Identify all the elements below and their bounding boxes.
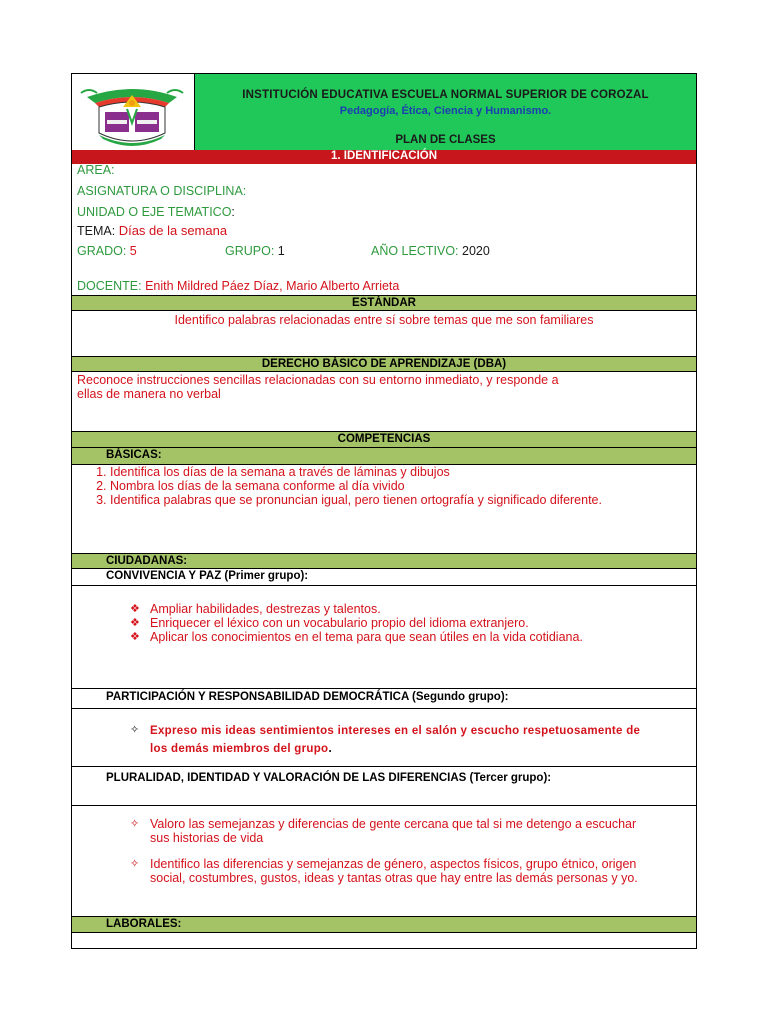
divider xyxy=(72,766,696,767)
basicas-header: BÁSICAS: xyxy=(72,447,696,465)
pluralidad-list xyxy=(125,817,641,885)
section-competencias-header: COMPETENCIAS xyxy=(72,431,696,448)
unidad-label: UNIDAD O EJE TEMATICO xyxy=(77,205,232,219)
estandar-text: Identifico palabras relacionadas entre sí sobre temas que me son familiares xyxy=(174,313,594,327)
participacion-header: PARTICIPACIÓN Y RESPONSABILIDAD DEMOCRÁTICA (Segundo grupo): xyxy=(106,691,509,703)
dba-line-1: Reconoce instrucciones sencillas relacionadas con su entorno inmediato, y responde a xyxy=(77,373,559,387)
convivencia-list xyxy=(125,602,676,644)
institution-motto: Pedagogía, Ética, Ciencia y Humanismo. xyxy=(339,105,552,117)
basicas-list xyxy=(72,465,688,507)
header-banner xyxy=(195,74,696,150)
grado-value: 5 xyxy=(129,244,137,258)
docente-label: DOCENTE: xyxy=(77,279,142,293)
tema-label: TEMA: xyxy=(77,224,116,238)
convivencia-header: CONVIVENCIA Y PAZ (Primer grupo): xyxy=(106,570,309,582)
unidad-colon: : xyxy=(231,205,235,219)
unidad-row xyxy=(77,205,235,219)
institution-name: INSTITUCIÓN EDUCATIVA ESCUELA NORMAL SUPERIOR DE COROZAL xyxy=(242,89,649,101)
basicas-item-1: 1. Identifica los días de la semana a través de láminas y dibujos xyxy=(110,465,688,479)
pluralidad-item-1: ✧ Valoro las semejanzas y diferencias de gente cercana que tal si me detengo a escuchar sus historias de vida xyxy=(130,817,637,845)
section-identificacion-header: 1. IDENTIFICACIÓN xyxy=(72,150,696,164)
convivencia-list-container xyxy=(125,602,676,644)
anio-label: AÑO LECTIVO: xyxy=(371,244,459,258)
laborales-header: LABORALES: xyxy=(72,916,696,933)
grupo-row xyxy=(225,244,285,258)
grado-label: GRADO: xyxy=(77,244,127,258)
section-estandar-header: ESTÁNDAR xyxy=(72,295,696,311)
grupo-value: 1 xyxy=(277,244,285,258)
tema-value: Días de la semana xyxy=(118,223,228,238)
pluralidad-item-2: ✧ Identifico las diferencias y semejanzas de género, aspectos físicos, grupo étnico, origen social, costumbres, gustos, ideas y tantas otras que hay entre las demás personas y yo. xyxy=(130,857,638,885)
section-dba-header: DERECHO BÁSICO DE APRENDIZAJE (DBA) xyxy=(72,356,696,372)
open-diamond-bullet-icon: ✧ xyxy=(130,818,140,830)
diamond-bullet-icon: ❖ xyxy=(130,617,140,629)
participacion-container xyxy=(125,722,656,758)
anio-value: 2020 xyxy=(462,244,490,258)
pluralidad-list-container xyxy=(125,817,641,885)
participacion-item: ✧ Expreso mis ideas sentimientos intereses en el salón y escucho respetuosamente de los demás miembros del grupo. xyxy=(130,724,641,755)
diamond-bullet-icon: ❖ xyxy=(130,631,140,643)
open-diamond-bullet-icon: ✧ xyxy=(130,858,140,870)
pluralidad-header: PLURALIDAD, IDENTIDAD Y VALORACIÓN DE LAS DIFERENCIAS (Tercer grupo): xyxy=(106,772,552,784)
convivencia-item-1: ❖ Ampliar habilidades, destrezas y talentos. xyxy=(130,602,381,616)
grupo-label: GRUPO: xyxy=(225,244,275,258)
convivencia-item-2: ❖ Enriquecer el léxico con un vocabulario propio del idioma extranjero. xyxy=(130,616,529,630)
docente-value: Enith Mildred Páez Díaz, Mario Alberto Arrieta xyxy=(145,279,400,293)
participacion-list xyxy=(125,722,656,758)
ciudadanas-header: CIUDADANAS: xyxy=(72,553,696,569)
lesson-plan-document xyxy=(71,73,697,949)
divider xyxy=(72,708,696,709)
dba-line-2: ellas de manera no verbal xyxy=(77,387,221,401)
docente-row xyxy=(77,279,399,293)
basicas-item-2: 2. Nombra los días de la semana conforme al día vivido xyxy=(110,479,688,493)
area-label: AREA: xyxy=(77,163,115,177)
grado-row xyxy=(77,244,137,258)
school-crest-logo xyxy=(79,83,185,147)
asignatura-label: ASIGNATURA O DISCIPLINA: xyxy=(77,184,247,198)
basicas-item-3: 3. Identifica palabras que se pronuncian igual, pero tienen ortografía y significado diferente. xyxy=(110,493,688,507)
basicas-list-container xyxy=(72,465,688,507)
anio-row xyxy=(371,244,490,258)
divider xyxy=(72,688,696,689)
dba-text xyxy=(77,373,559,401)
logo-cell xyxy=(72,74,195,150)
plan-title: PLAN DE CLASES xyxy=(395,134,496,146)
diamond-bullet-icon: ❖ xyxy=(130,603,140,615)
open-diamond-bullet-icon: ✧ xyxy=(130,724,140,736)
tema-row xyxy=(77,223,227,238)
convivencia-item-3: ❖ Aplicar los conocimientos en el tema para que sean útiles en la vida cotidiana. xyxy=(130,630,583,644)
divider xyxy=(72,585,696,586)
divider xyxy=(72,805,696,806)
